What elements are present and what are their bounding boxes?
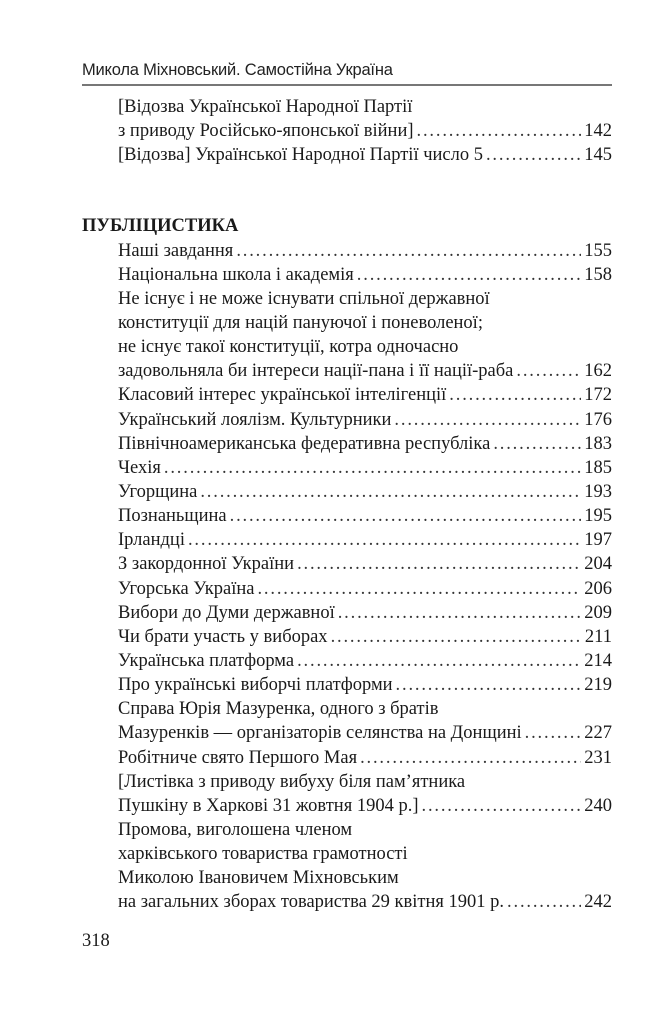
toc-line	[82, 263, 612, 287]
dot-leader	[236, 239, 581, 263]
toc-line	[82, 432, 612, 456]
toc-line	[82, 504, 612, 528]
dot-leader	[394, 408, 581, 432]
entry-page-number: 193	[584, 481, 612, 502]
toc-entry	[82, 552, 612, 576]
entry-page-number: 231	[584, 747, 612, 768]
toc-entry	[82, 673, 612, 697]
toc-entry	[82, 697, 612, 745]
toc-line	[82, 143, 612, 167]
toc-line	[82, 601, 612, 625]
entry-title-line: Чи брати участь у виборах	[118, 626, 328, 647]
entry-title-line: Не існує і не може існувати спільної державної	[118, 288, 490, 309]
dot-leader	[200, 480, 581, 504]
entry-page-number: 197	[584, 530, 612, 551]
running-head: Микола Міхновський. Самостійна Україна	[82, 61, 393, 79]
entry-title-line: Наші завдання	[118, 240, 234, 261]
dot-leader	[188, 528, 581, 552]
entry-title-line: Ірландці	[118, 530, 185, 551]
toc-line	[82, 818, 612, 842]
entry-title-line: Угорщина	[118, 481, 198, 502]
toc-entry	[82, 95, 612, 143]
toc-line	[82, 649, 612, 673]
toc-entry	[82, 287, 612, 384]
toc-entry	[82, 770, 612, 818]
toc-entry	[82, 528, 612, 552]
toc-line	[82, 119, 612, 143]
entry-title-line: Робітниче свято Першого Мая	[118, 747, 358, 768]
entry-title-line: [Листівка з приводу вибуху біля пам’ятника	[118, 771, 466, 792]
toc-line	[82, 335, 612, 359]
entry-title-line: Українська платформа	[118, 650, 295, 671]
toc-entry	[82, 383, 612, 407]
entry-page-number: 183	[584, 433, 612, 454]
dot-leader	[360, 746, 581, 770]
entry-title-line: Миколою Івановичем Міхновським	[118, 868, 399, 889]
entry-title-line: [Відозва] Української Народної Партії число 5	[118, 145, 483, 166]
entry-page-number: 219	[584, 675, 612, 696]
entry-page-number: 211	[584, 626, 612, 647]
entry-page-number: 242	[584, 892, 612, 913]
entry-title-line: Пушкіну в Харкові 31 жовтня 1904 р.]	[118, 795, 419, 816]
entry-title-line: Український лоялізм. Культурники	[118, 409, 392, 430]
page-number: 318	[82, 931, 110, 951]
toc-line	[82, 287, 612, 311]
toc-section	[82, 95, 612, 167]
toc-line	[82, 359, 612, 383]
entry-title-line: Справа Юрія Мазуренка, одного з братів	[118, 699, 439, 720]
toc-entry	[82, 263, 612, 287]
entry-page-number: 214	[584, 650, 612, 671]
toc-line	[82, 625, 612, 649]
toc-line	[82, 770, 612, 794]
toc-line	[82, 673, 612, 697]
entry-page-number: 142	[584, 121, 612, 142]
toc-entry	[82, 432, 612, 456]
dot-leader	[525, 721, 582, 745]
entry-title-line: не існує такої конституції, котра одночасно	[118, 337, 459, 358]
entry-title-line: [Відозва Української Народної Партії	[118, 97, 413, 117]
toc-line	[82, 408, 612, 432]
dot-leader	[396, 673, 582, 697]
entry-page-number: 206	[584, 578, 612, 599]
entry-title-line: конституції для націй пануючої і поневоленої;	[118, 312, 483, 333]
toc-line	[82, 866, 612, 890]
entry-page-number: 162	[584, 361, 612, 382]
dot-leader	[417, 119, 582, 143]
entry-page-number: 209	[584, 602, 612, 623]
toc-line	[82, 480, 612, 504]
entry-page-number: 172	[584, 385, 612, 406]
entry-page-number: 145	[584, 145, 612, 166]
toc-line	[82, 577, 612, 601]
entry-page-number: 158	[584, 264, 612, 285]
toc-line	[82, 890, 612, 914]
entry-title-line: Познаньщина	[118, 506, 227, 527]
toc-line	[82, 746, 612, 770]
toc-line	[82, 842, 612, 866]
toc-entry	[82, 456, 612, 480]
toc-line	[82, 794, 612, 818]
dot-leader	[422, 794, 582, 818]
dot-leader	[449, 383, 581, 407]
toc-entry	[82, 239, 612, 263]
dot-leader	[297, 552, 581, 576]
toc-entry	[82, 746, 612, 770]
entry-page-number: 227	[584, 723, 612, 744]
toc-line	[82, 311, 612, 335]
toc-line	[82, 552, 612, 576]
toc-line	[82, 456, 612, 480]
entry-title-line: на загальних зборах товариства 29 квітня 1901 р.	[118, 892, 505, 913]
dot-leader	[257, 577, 581, 601]
dot-leader	[331, 625, 582, 649]
entry-title-line: Про українські виборчі платформи	[118, 675, 393, 696]
dot-leader	[493, 432, 581, 456]
toc-entry	[82, 577, 612, 601]
dot-leader	[164, 456, 581, 480]
section-title: ПУБЛІЦИСТИКА	[82, 216, 239, 237]
table-of-contents	[82, 95, 612, 915]
header-rule	[82, 84, 612, 86]
entry-title-line: Національна школа і академія	[118, 264, 354, 285]
entry-page-number: 195	[584, 506, 612, 527]
entry-page-number: 240	[584, 795, 612, 816]
dot-leader	[230, 504, 582, 528]
toc-entry	[82, 408, 612, 432]
dot-leader	[357, 263, 581, 287]
entry-title-line: Мазуренків — організаторів селянства на Донщині	[118, 723, 522, 744]
entry-page-number: 176	[584, 409, 612, 430]
entry-page-number: 185	[584, 457, 612, 478]
toc-entry	[82, 143, 612, 167]
entry-title-line: Угорська Україна	[118, 578, 255, 599]
toc-line	[82, 721, 612, 745]
entry-page-number: 155	[584, 240, 612, 261]
entry-title-line: Класовий інтерес української інтелігенції	[118, 385, 447, 406]
dot-leader	[507, 890, 581, 914]
toc-entry	[82, 649, 612, 673]
toc-line	[82, 95, 612, 119]
toc-entry	[82, 818, 612, 915]
dot-leader	[338, 601, 582, 625]
toc-entry	[82, 504, 612, 528]
toc-line	[82, 383, 612, 407]
entry-title-line: З закордонної України	[118, 554, 295, 575]
entry-title-line: харківського товариства грамотності	[118, 844, 408, 865]
entry-page-number: 204	[584, 554, 612, 575]
dot-leader	[516, 359, 581, 383]
toc-section	[82, 214, 612, 914]
entry-title-line: Північноамериканська федеративна республіка	[118, 433, 491, 454]
toc-line	[82, 697, 612, 721]
toc-line	[82, 239, 612, 263]
entry-title-line: задовольняла би інтереси нації-пана і її нації-раба	[118, 361, 514, 382]
entry-title-line: Промова, виголошена членом	[118, 819, 353, 840]
entry-title-line: Вибори до Думи державної	[118, 602, 335, 623]
entry-title-line: з приводу Російсько-японської війни]	[118, 121, 414, 142]
dot-leader	[297, 649, 581, 673]
toc-entry	[82, 480, 612, 504]
toc-entry	[82, 601, 612, 625]
entry-title-line: Чехія	[118, 457, 161, 478]
dot-leader	[486, 143, 581, 167]
toc-entry	[82, 625, 612, 649]
toc-line	[82, 528, 612, 552]
